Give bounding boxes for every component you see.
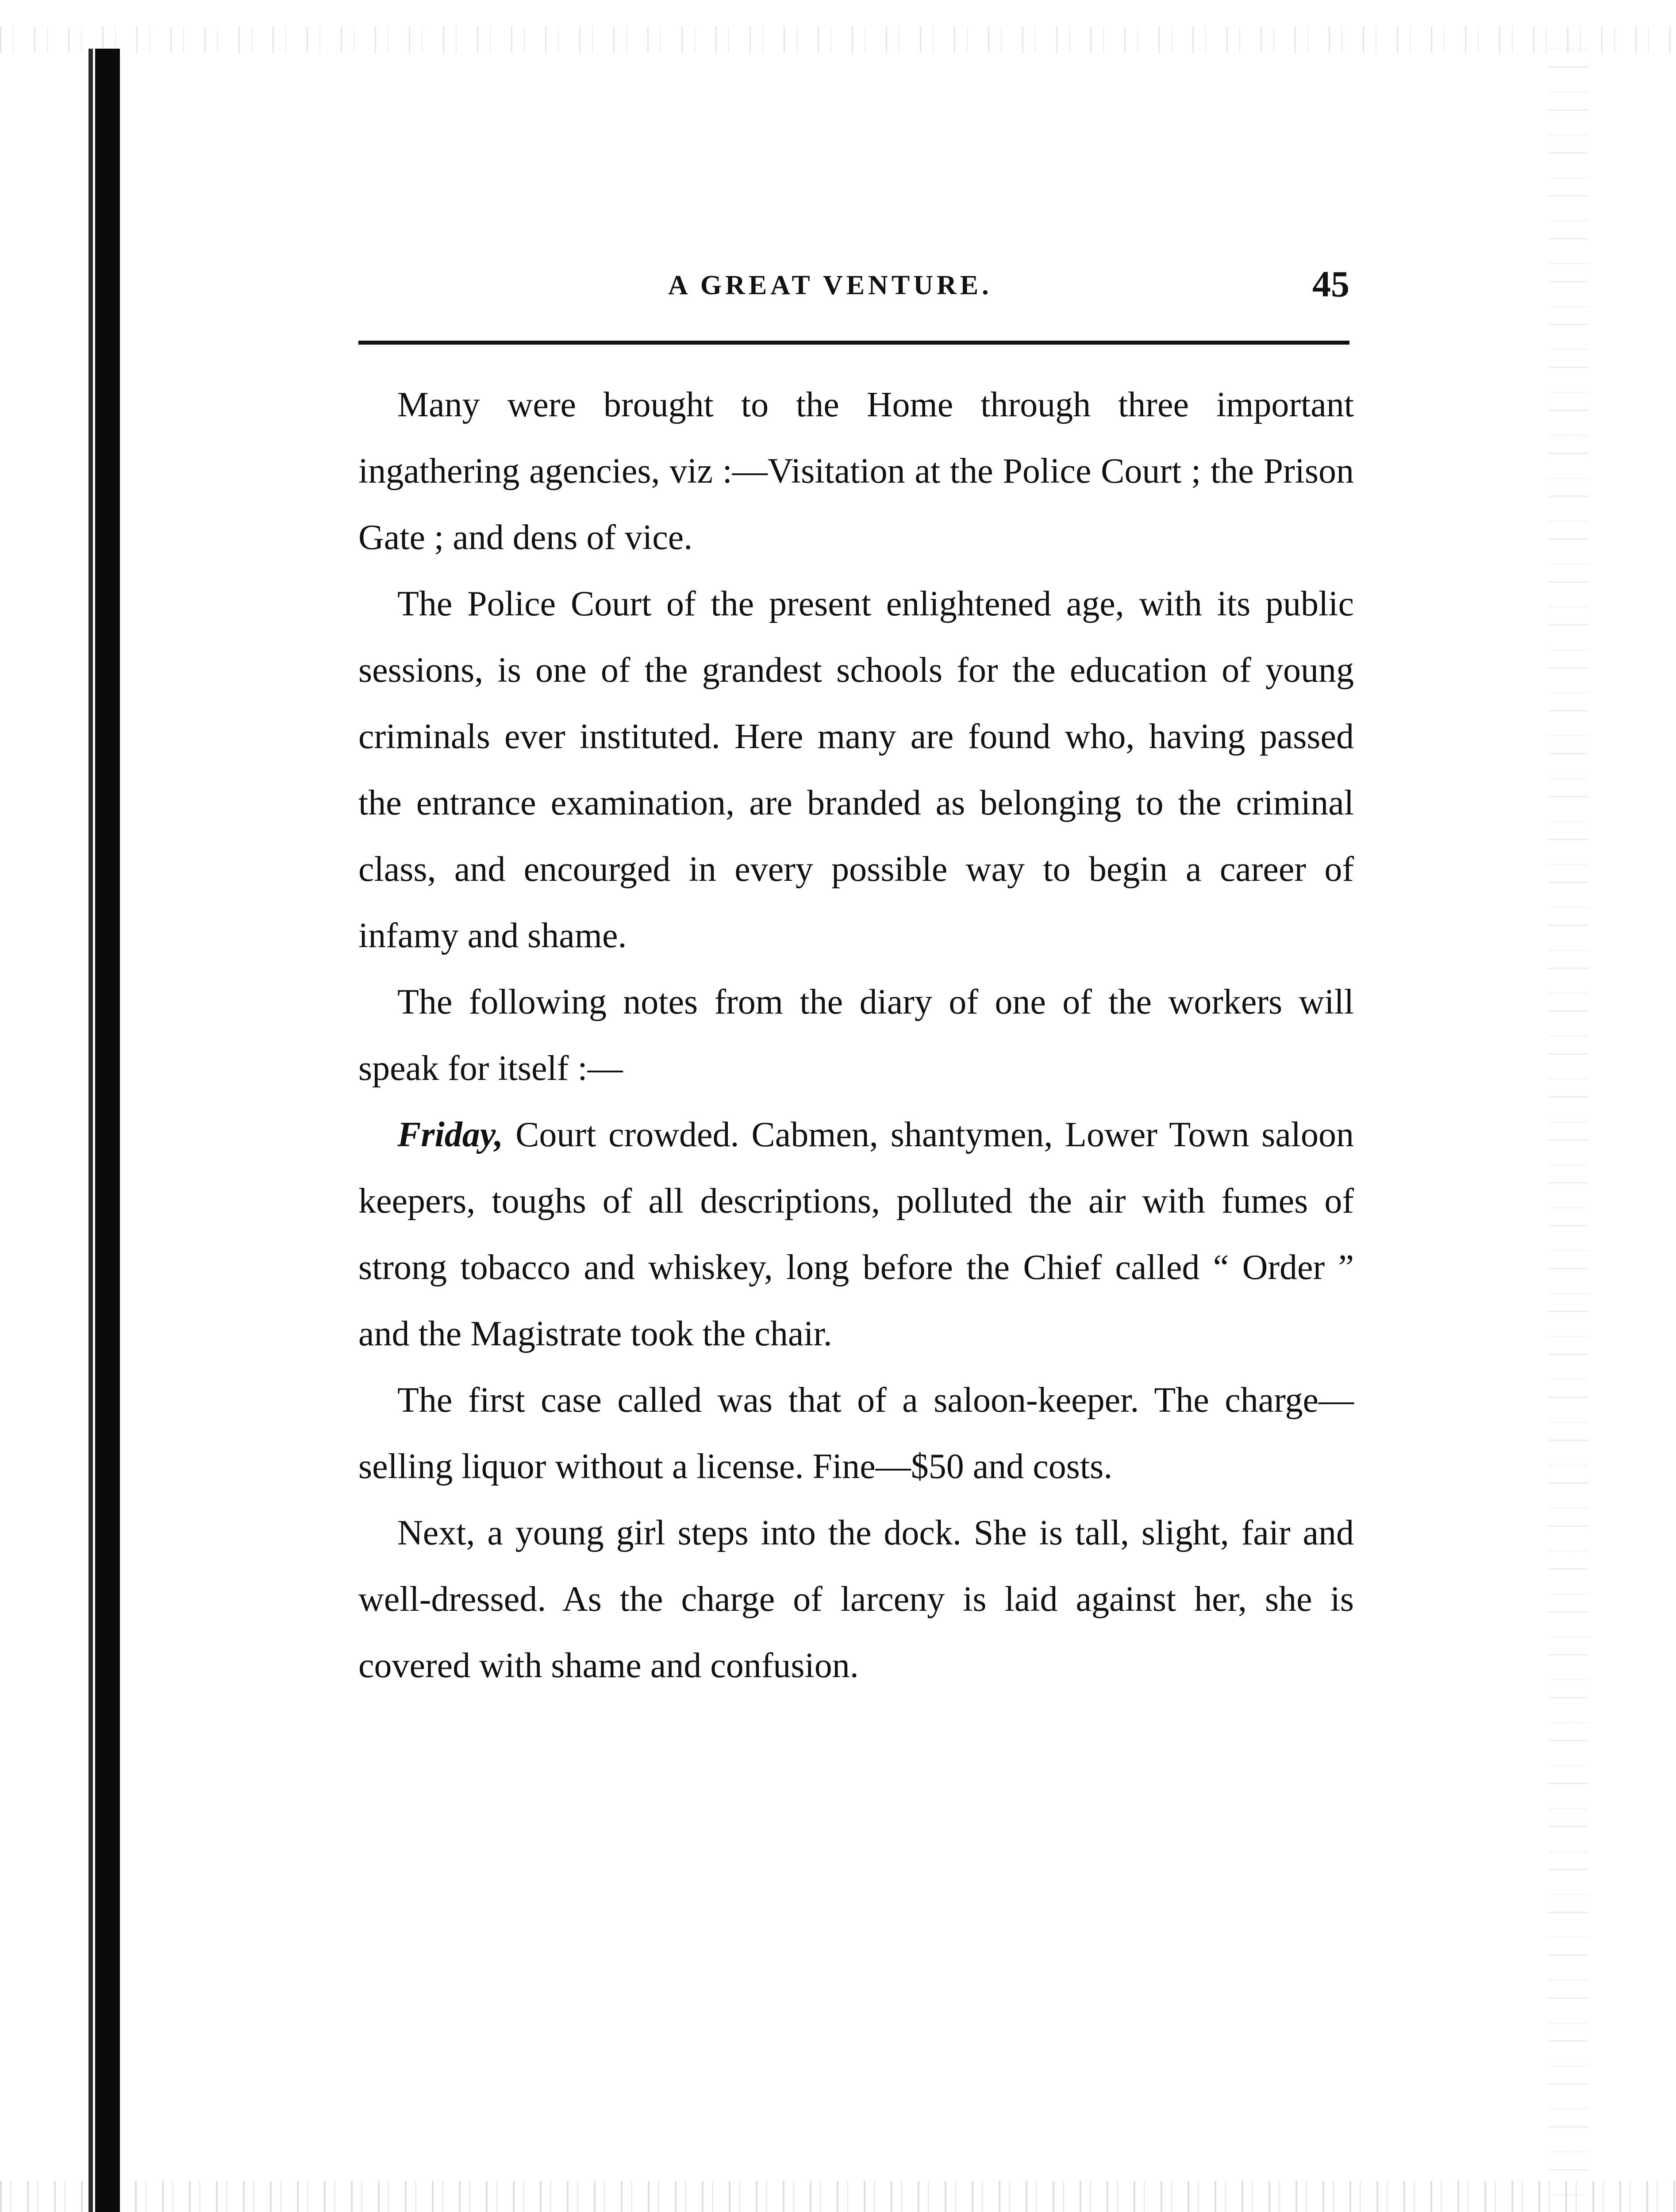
binding-edge (95, 49, 120, 2212)
header-rule (358, 341, 1349, 345)
paragraph-5 (358, 1367, 1354, 1500)
paragraph-6 (358, 1500, 1354, 1699)
running-head (358, 265, 1349, 314)
scan-noise-right (1549, 44, 1588, 2212)
paragraph-3 (358, 969, 1354, 1102)
paragraph-2 (358, 571, 1354, 969)
paragraph-4 (358, 1102, 1354, 1367)
paragraph-1-text: Many were brought to the Home through three important ingathering agencies, viz :—Visitation at the Police Court ; the Prison Gate ; and dens of vice. (358, 385, 1354, 557)
paragraph-4-text: Court crowded. Cabmen, shantymen, Lower Town saloon keepers, toughs of all descriptions, polluted the air with fumes of strong tobacco and whiskey, long before the Chief called “ Order ” and the Magistrate took the chair. (358, 1115, 1354, 1353)
paragraph-3-text: The following notes from the diary of one of the workers will speak for itself :— (358, 983, 1354, 1088)
paragraph-2-text: The Police Court of the present enlightened age, with its public sessions, is one of the grandest schools for the education of young criminals ever instituted. Here many are found who, having passed the entrance examination, are branded as belonging to the criminal class, and encourged in every possible way to begin a career of infamy and shame. (358, 584, 1354, 955)
scan-noise-bottom (0, 2181, 1676, 2212)
scan-noise-top (0, 27, 1676, 53)
binding-edge-line (88, 49, 93, 2212)
paragraph-6-text: Next, a young girl steps into the dock. She is tall, slight, fair and well-dressed. As the charge of larceny is laid against her, she is covered with shame and confusion. (358, 1513, 1354, 1685)
diary-day-label: Friday, (397, 1115, 504, 1154)
paragraph-1 (358, 372, 1354, 571)
running-title: A GREAT VENTURE. (668, 270, 992, 300)
paragraph-5-text: The first case called was that of a saloon-keeper. The charge—selling liquor without a license. Fine—$50 and costs. (358, 1381, 1354, 1486)
page-number: 45 (1312, 264, 1349, 305)
body-text (358, 372, 1354, 1699)
